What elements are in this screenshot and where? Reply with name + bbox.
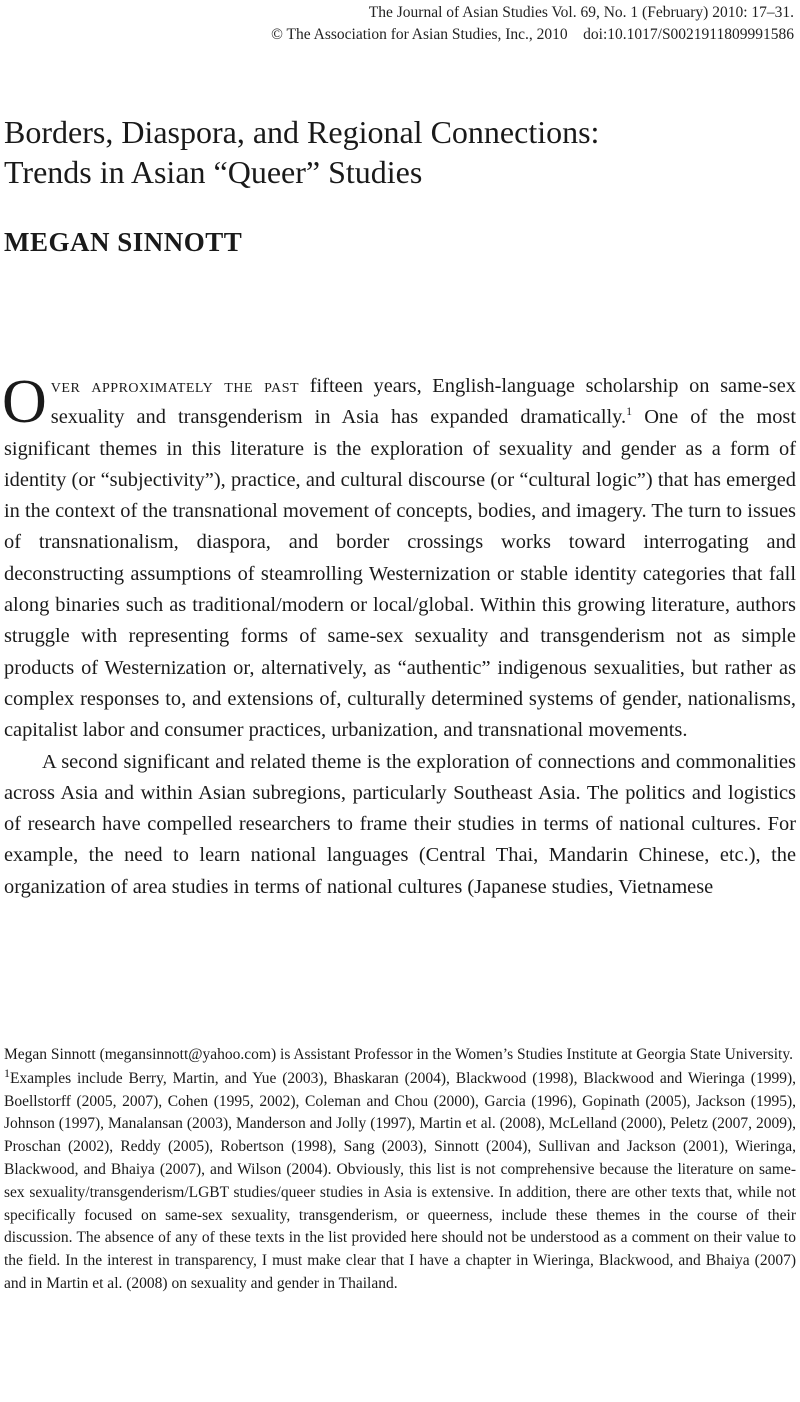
drop-cap: O xyxy=(2,368,47,436)
article-body xyxy=(2,368,796,903)
article-title xyxy=(4,112,790,192)
footnotes xyxy=(4,1044,796,1296)
paragraph-1 xyxy=(2,368,796,747)
running-header xyxy=(271,2,794,46)
lead-in-smallcaps: ver approximately the past xyxy=(50,375,300,397)
paragraph-2: A second significant and related theme is the exploration of connections and commonalities across Asia and within Asian subregions, particularly Southeast Asia. The politics and logistics of research have compelled researchers to frame their studies in terms of national cultures. For example, the need to learn national languages (Central Thai, Mandarin Chinese, etc.), the organization of area studies in terms of national cultures (Japanese studies, Vietnamese xyxy=(4,750,796,898)
author-affiliation-note: Megan Sinnott (megansinnott@yahoo.com) is Assistant Professor in the Women’s Studies Institute at Georgia State University. xyxy=(4,1046,793,1063)
footnote-1-mark: 1 xyxy=(4,1065,10,1080)
footnote-ref-1[interactable]: 1 xyxy=(626,404,633,419)
paragraph-1-rest: One of the most significant themes in this literature is the exploration of sexuality and gender as a form of identity (or “subjectivity”), practice, and cultural discourse (or “cultural logic”) that has emerged in the context of the transnational movement of concepts, bodies, and imagery. The turn to issues of transnationalism, diaspora, and border crossings works toward interrogating and deconstructing assumptions of steamrolling Westernization or stable identity categories that fall along binaries such as traditional/modern or local/global. Within this growing literature, authors struggle with representing forms of same-sex sexuality and transgenderism not as simple products of Westernization or, alternatively, as “authentic” indigenous sexualities, but rather as complex responses to, and extensions of, culturally determined systems of gender, nationalisms, capitalist labor and consumer practices, urbanization, and transnational movements. xyxy=(4,406,796,742)
footnote-1-text: Examples include Berry, Martin, and Yue (2003), Bhaskaran (2004), Blackwood (1998), Blackwood and Wieringa (1999), Boellstorff (2005, 2007), Cohen (1995, 2002), Coleman and Chou (2000), Garcia (1996), Gopinath (2005), Jackson (1995), Johnson (1997), Manalansan (2003), Manderson and Jolly (1997), Martin et al. (2008), McLelland (2000), Peletz (2007, 2009), Proschan (2002), Reddy (2005), Robertson (1998), Sang (2003), Sinnott (2004), Sullivan and Jackson (2001), Wieringa, Blackwood, and Bhaiya (2007), and Wilson (2004). Obviously, this list is not comprehensive because the literature on same-sex sexuality/transgenderism/LGBT studies/queer studies in Asia is extensive. In addition, there are other texts that, while not specifically focused on same-sex sexuality, transgenderism, or queerness, include these themes in the course of their discussion. The absence of any of these texts in the list provided here should not be understood as a comment on their value to the field. In the interest in transparency, I must make clear that I have a chapter in Wieringa, Blackwood, and Bhaiya (2007) and in Martin et al. (2008) on sexuality and gender in Thailand. xyxy=(4,1069,796,1292)
title-line-1: Borders, Diaspora, and Regional Connections: xyxy=(4,114,600,150)
title-line-2: Trends in Asian “Queer” Studies xyxy=(4,154,423,190)
paragraph-1-text: fifteen years, English-language scholarship on same-sex sexuality and transgenderism in Asia has expanded dramatically. xyxy=(50,375,796,429)
author-name: MEGAN SINNOTT xyxy=(4,227,243,257)
copyright-doi: © The Association for Asian Studies, Inc., 2010 doi:10.1017/S0021911809991586 xyxy=(271,26,794,43)
footnote-1 xyxy=(4,1065,796,1296)
journal-citation: The Journal of Asian Studies Vol. 69, No. 1 (February) 2010: 17–31. xyxy=(368,4,794,21)
